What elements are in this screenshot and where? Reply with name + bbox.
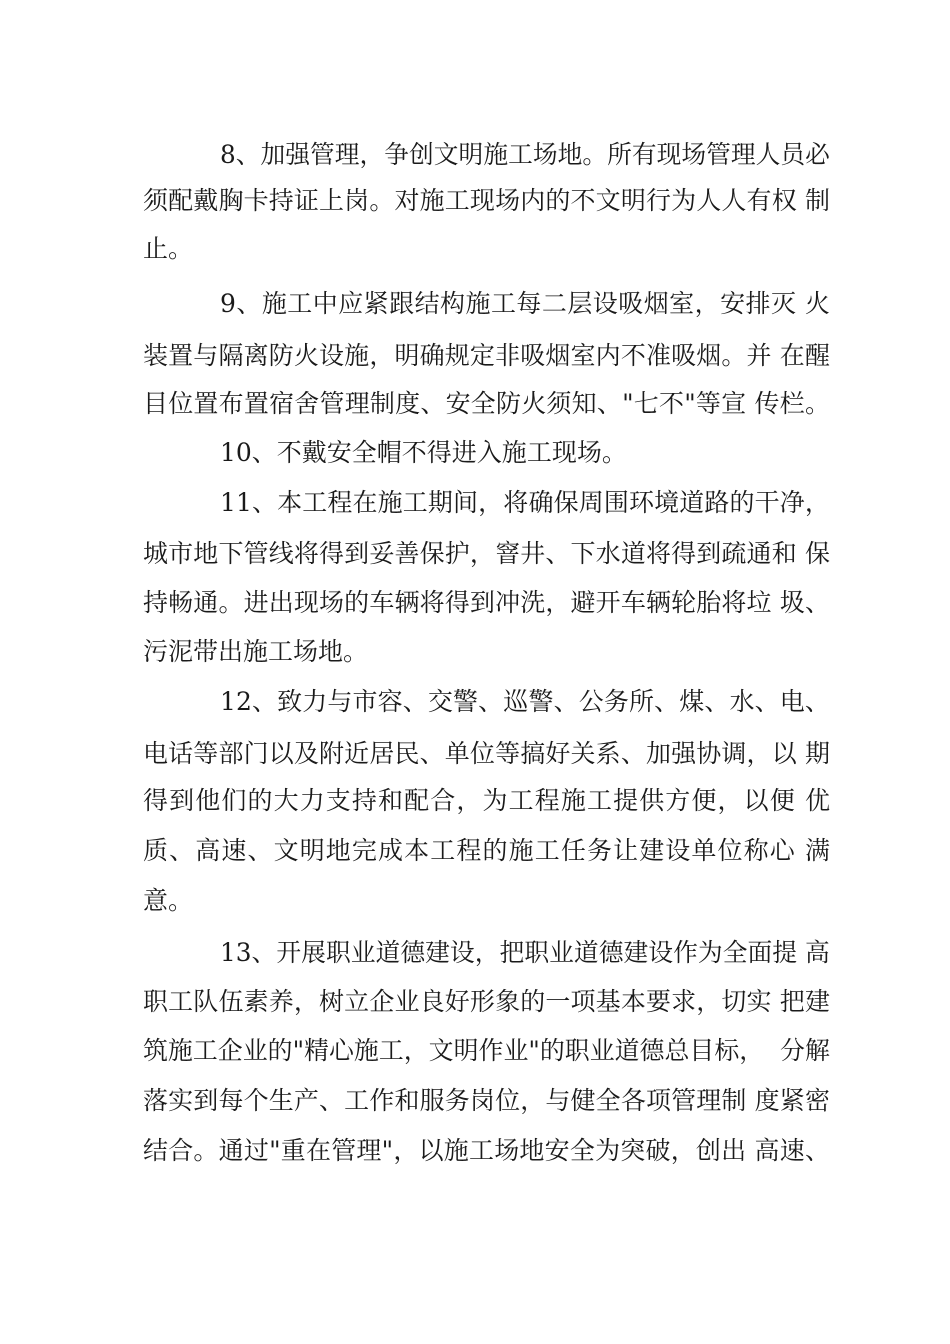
paragraph-11-line-3: 持畅通。进出现场的车辆将得到冲洗，避开车辆轮胎将垃 圾、 <box>143 588 831 617</box>
paragraph-12-line-1: 12、致力与市容、交警、巡警、公务所、煤、水、电、 <box>220 687 830 716</box>
paragraph-11-line-1: 11、本工程在施工期间，将确保周围环境道路的干净， <box>220 488 830 517</box>
paragraph-13-line-2: 职工队伍素养，树立企业良好形象的一项基本要求，切实 把建 <box>143 987 831 1016</box>
paragraph-12-line-3: 得到他们的大力支持和配合，为工程施工提供方便，以便 优 <box>143 786 832 815</box>
paragraph-13-line-1: 13、开展职业道德建设，把职业道德建设作为全面提 高 <box>220 938 830 967</box>
paragraph-9-line-1: 9、施工中应紧跟结构施工每二层设吸烟室，安排灭 火 <box>220 289 831 318</box>
paragraph-10-line-1: 10、不戴安全帽不得进入施工现场。 <box>220 438 627 467</box>
paragraph-12-line-2: 电话等部门以及附近居民、单位等搞好关系、加强协调，以 期 <box>143 739 831 768</box>
paragraph-13-line-3: 筑施工企业的"精心施工，文明作业"的职业道德总目标， 分解 <box>143 1036 830 1065</box>
paragraph-9-line-2: 装置与隔离防火设施，明确规定非吸烟室内不准吸烟。并 在醒 <box>143 341 831 370</box>
paragraph-11-line-4: 污泥带出施工场地。 <box>143 637 369 666</box>
paragraph-9-line-3: 目位置布置宿舍管理制度、安全防火须知、"七不"等宣 传栏。 <box>143 389 831 418</box>
paragraph-8-line-3: 止。 <box>143 234 194 263</box>
paragraph-13-line-5: 结合。通过"重在管理"，以施工场地安全为突破，创出 高速、 <box>143 1136 831 1165</box>
paragraph-12-line-5: 意。 <box>143 886 194 915</box>
paragraph-11-line-2: 城市地下管线将得到妥善保护，窨井、下水道将得到疏通和 保 <box>143 539 831 568</box>
paragraph-8-line-1: 8、加强管理，争创文明施工场地。所有现场管理人员必 <box>220 140 830 169</box>
paragraph-8-line-2: 须配戴胸卡持证上岗。对施工现场内的不文明行为人人有权 制 <box>143 186 831 215</box>
paragraph-12-line-4: 质、高速、文明地完成本工程的施工任务让建设单位称心 满 <box>143 836 832 865</box>
paragraph-13-line-4: 落实到每个生产、工作和服务岗位，与健全各项管理制 度紧密 <box>143 1086 831 1115</box>
